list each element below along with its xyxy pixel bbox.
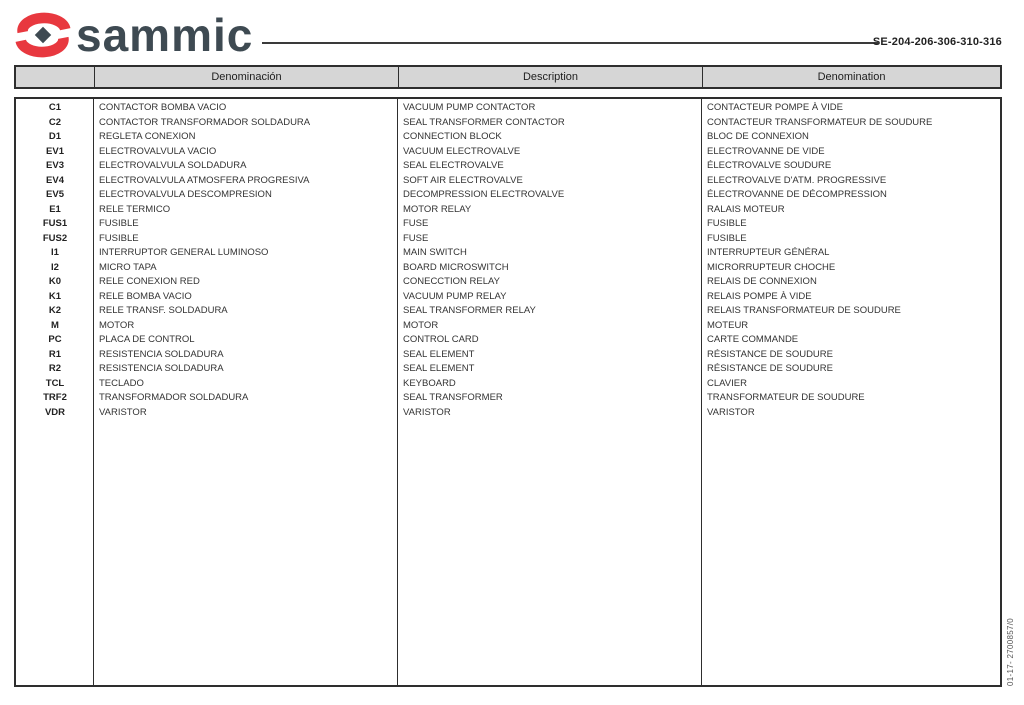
component-code: K2 xyxy=(48,305,62,316)
denomination-cell: MICRORRUPTEUR CHOCHE xyxy=(707,261,836,273)
component-code: I2 xyxy=(51,261,59,273)
description-cell: SEAL ELEMENT xyxy=(403,348,475,360)
denomination-cell: CONTACTEUR POMPE À VIDE xyxy=(707,102,844,113)
description-cell: VACUUM PUMP RELAY xyxy=(403,290,507,302)
component-code: R2 xyxy=(48,363,62,374)
sammic-s-icon xyxy=(14,6,72,64)
description-cell: FUSE xyxy=(403,232,429,244)
column-header-denomination: Denomination xyxy=(817,71,886,83)
description-cell: SEAL ELEMENT xyxy=(403,363,475,374)
denomination-cell: ELECTROVANNE DE VIDE xyxy=(707,145,825,157)
component-code: EV1 xyxy=(46,145,64,157)
denomination-cell: FUSIBLE xyxy=(707,232,747,244)
table-header-row xyxy=(14,65,1002,89)
denominacion-cell: INTERRUPTOR GENERAL LUMINOSO xyxy=(99,247,269,258)
component-code: C1 xyxy=(48,102,62,113)
component-code: K1 xyxy=(48,290,62,302)
denomination-cell: MOTEUR xyxy=(707,319,749,331)
description-cell: SEAL TRANSFORMER xyxy=(403,392,503,403)
component-code: VDR xyxy=(44,406,66,418)
description-cell: SEAL TRANSFORMER CONTACTOR xyxy=(403,116,565,128)
document-code: SE-204-206-306-310-316 xyxy=(872,36,1002,48)
denominacion-cell: ELECTROVALVULA SOLDADURA xyxy=(99,160,247,171)
component-code: M xyxy=(51,319,59,331)
denominacion-cell: RESISTENCIA SOLDADURA xyxy=(99,363,224,374)
parts-table-body xyxy=(14,97,1002,687)
description-cell: SEAL ELECTROVALVE xyxy=(403,160,504,171)
description-cell: FUSE xyxy=(403,218,429,229)
description-cell: MOTOR RELAY xyxy=(403,203,472,215)
denomination-cell: ELECTROVALVE D'ATM. PROGRESSIVE xyxy=(707,174,887,186)
table-row xyxy=(16,116,1000,131)
table-row xyxy=(16,188,1000,203)
denomination-cell: CLAVIER xyxy=(707,377,747,389)
component-code: C2 xyxy=(48,116,62,128)
component-code: E1 xyxy=(49,203,61,215)
component-code: D1 xyxy=(48,131,62,142)
table-row xyxy=(16,101,1000,116)
table-row xyxy=(16,130,1000,145)
component-code: R1 xyxy=(48,348,62,360)
denomination-cell: CARTE COMMANDE xyxy=(707,334,799,345)
component-code: I1 xyxy=(51,247,59,258)
component-code: FUS1 xyxy=(42,218,68,229)
component-code: EV3 xyxy=(46,160,64,171)
denomination-cell: BLOC DE CONNEXION xyxy=(707,131,809,142)
description-cell: MAIN SWITCH xyxy=(403,247,467,258)
description-cell: BOARD MICROSWITCH xyxy=(403,261,509,273)
description-cell: CONNECTION BLOCK xyxy=(403,131,502,142)
description-cell: CONECCTION RELAY xyxy=(403,276,500,287)
component-code: FUS2 xyxy=(42,232,68,244)
denominacion-cell: FUSIBLE xyxy=(99,232,139,244)
denomination-cell: ÉLECTROVALVE SOUDURE xyxy=(707,160,832,171)
denomination-cell: RELAIS POMPE À VIDE xyxy=(707,290,812,302)
denomination-cell: RALAIS MOTEUR xyxy=(707,203,785,215)
table-row xyxy=(16,391,1000,406)
denominacion-cell: RELE TERMICO xyxy=(99,203,171,215)
table-row xyxy=(16,203,1000,218)
logo-wordmark: sammic xyxy=(76,9,254,61)
table-row xyxy=(16,319,1000,334)
denomination-cell: ÉLECTROVANNE DE DÉCOMPRESSION xyxy=(707,189,887,200)
denomination-cell: RÉSISTANCE DE SOUDURE xyxy=(707,348,833,360)
column-header-denominacion: Denominación xyxy=(95,67,399,87)
table-row xyxy=(16,333,1000,348)
denomination-cell: TRANSFORMATEUR DE SOUDURE xyxy=(707,392,865,403)
table-row xyxy=(16,362,1000,377)
denominacion-cell: PLACA DE CONTROL xyxy=(99,334,195,345)
column-header-description: Description xyxy=(399,67,703,87)
table-row xyxy=(16,261,1000,276)
description-cell: SOFT AIR ELECTROVALVE xyxy=(403,174,523,186)
denominacion-cell: ELECTROVALVULA ATMOSFERA PROGRESIVA xyxy=(99,174,310,186)
denominacion-cell: TRANSFORMADOR SOLDADURA xyxy=(99,392,249,403)
description-cell: MOTOR xyxy=(403,319,439,331)
column-header-code xyxy=(16,67,95,87)
description-cell: SEAL TRANSFORMER RELAY xyxy=(403,305,536,316)
table-row xyxy=(16,217,1000,232)
description-cell: VACUUM PUMP CONTACTOR xyxy=(403,102,536,113)
table-row xyxy=(16,406,1000,421)
table-row xyxy=(16,348,1000,363)
component-code: TRF2 xyxy=(43,392,67,403)
denomination-cell: VARISTOR xyxy=(707,406,755,418)
sammic-logo xyxy=(14,6,253,64)
table-row xyxy=(16,377,1000,392)
description-cell: CONTROL CARD xyxy=(403,334,479,345)
component-code: EV4 xyxy=(46,174,64,186)
table-row xyxy=(16,290,1000,305)
component-code: EV5 xyxy=(46,189,64,200)
table-row xyxy=(16,246,1000,261)
denominacion-cell: CONTACTOR TRANSFORMADOR SOLDADURA xyxy=(99,116,311,128)
component-code: K0 xyxy=(48,276,62,287)
denominacion-cell: MICRO TAPA xyxy=(99,261,157,273)
denominacion-cell: FUSIBLE xyxy=(99,218,139,229)
description-cell: VARISTOR xyxy=(403,406,451,418)
table-row xyxy=(16,174,1000,189)
denomination-cell: CONTACTEUR TRANSFORMATEUR DE SOUDURE xyxy=(707,116,933,128)
denomination-cell: FUSIBLE xyxy=(707,218,747,229)
denominacion-cell: MOTOR xyxy=(99,319,135,331)
table-row xyxy=(16,275,1000,290)
denominacion-cell: ELECTROVALVULA DESCOMPRESION xyxy=(99,189,272,200)
denomination-cell: INTERRUPTEUR GÉNÉRAL xyxy=(707,247,830,258)
description-cell: KEYBOARD xyxy=(403,377,456,389)
description-cell: DECOMPRESSION ELECTROVALVE xyxy=(403,189,565,200)
table-row xyxy=(16,159,1000,174)
table-row xyxy=(16,232,1000,247)
denominacion-cell: RELE TRANSF. SOLDADURA xyxy=(99,305,228,316)
denominacion-cell: RELE BOMBA VACIO xyxy=(99,290,192,302)
denomination-cell: RÉSISTANCE DE SOUDURE xyxy=(707,363,833,374)
description-cell: VACUUM ELECTROVALVE xyxy=(403,145,521,157)
denominacion-cell: ELECTROVALVULA VACIO xyxy=(99,145,217,157)
denominacion-cell: VARISTOR xyxy=(99,406,147,418)
table-rows xyxy=(16,101,1000,420)
denominacion-cell: CONTACTOR BOMBA VACIO xyxy=(99,102,227,113)
denominacion-cell: RESISTENCIA SOLDADURA xyxy=(99,348,224,360)
header-rule xyxy=(262,42,878,44)
component-code: PC xyxy=(48,334,62,345)
denominacion-cell: REGLETA CONEXION xyxy=(99,131,196,142)
denominacion-cell: RELE CONEXION RED xyxy=(99,276,200,287)
denominacion-cell: TECLADO xyxy=(99,377,144,389)
denomination-cell: RELAIS TRANSFORMATEUR DE SOUDURE xyxy=(707,305,901,316)
vertical-reference-code: 01-17- 2700857/0 xyxy=(1006,618,1015,686)
table-row xyxy=(16,145,1000,160)
table-row xyxy=(16,304,1000,319)
component-code: TCL xyxy=(45,377,65,389)
denomination-cell: RELAIS DE CONNEXION xyxy=(707,276,817,287)
